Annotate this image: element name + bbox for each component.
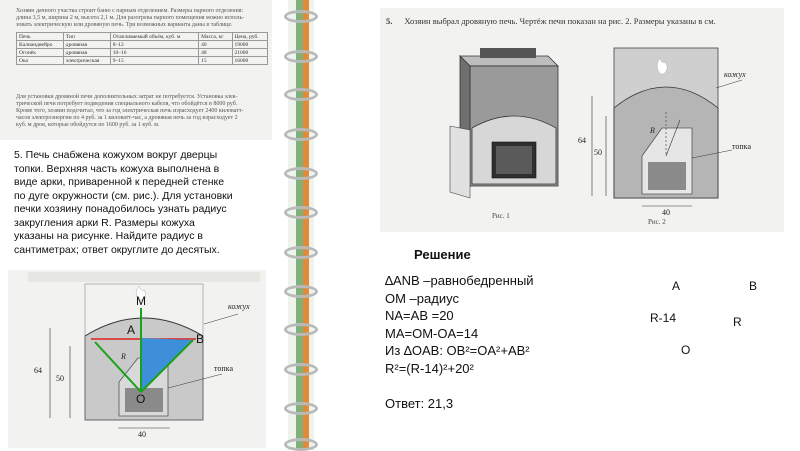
table-cell: 48 xyxy=(199,49,232,57)
fig1-stove xyxy=(450,48,558,198)
left-scan-top xyxy=(0,0,272,140)
dim-40: 40 xyxy=(138,430,146,439)
sketch-label-a: A xyxy=(672,279,681,293)
table-header: Печь xyxy=(17,33,64,41)
problem-number: 5. xyxy=(386,16,393,26)
problem-line: 5. Печь снабжена кожухом вокруг дверцы xyxy=(14,149,218,161)
table-cell: 16000 xyxy=(232,57,267,65)
intro-line: Хозяин дачного участка строит баню с парным отделением. Размеры парного отделения: xyxy=(16,8,244,14)
solution-block xyxy=(385,272,625,412)
stove-figures xyxy=(380,8,784,232)
problem-line: виде арки, приваренной к передней стенке xyxy=(14,176,225,188)
table-cell: 10–16 xyxy=(110,49,198,57)
point-b: B xyxy=(196,332,205,346)
table-cell: 15 xyxy=(199,57,232,65)
problem-line: сантиметрах; ответ округлите до десятых. xyxy=(14,243,220,256)
label-kozhuh: кожух xyxy=(228,302,250,311)
binder-ring xyxy=(284,402,318,415)
table-header: Тип xyxy=(63,33,110,41)
problem-text xyxy=(14,149,276,257)
problem-line: печки хозяину понадобилось узнать радиус xyxy=(14,203,227,215)
dim-50: 50 xyxy=(56,374,64,383)
table-cell: 9–15 xyxy=(110,57,198,65)
table-cell: дровяная xyxy=(63,49,110,57)
solution-line: NA=AB =20 xyxy=(385,308,454,323)
sketch-label-b: B xyxy=(749,279,758,293)
solution-line: Ответ: 21,3 xyxy=(385,395,454,411)
point-m: M xyxy=(136,294,146,308)
solution-line: R²=(R-14)²+20² xyxy=(385,360,474,376)
problem-header-text: Хозяин выбрал дровяную печь. Чертёж печи показан на рис. 2. Размеры указаны в см. xyxy=(404,16,716,26)
right-label-kozhuh: кожух xyxy=(724,70,746,79)
right-dim-50: 50 xyxy=(594,148,602,157)
table-cell: Ока xyxy=(17,57,64,65)
outro-line: часов электроэнергии по 4 руб. за 1 киловатт-час, а дровяная печь за год израсходует 2 xyxy=(16,115,238,121)
binder-ring xyxy=(284,10,318,23)
solution-line: OM –радиус xyxy=(385,290,459,306)
right-label-topka: топка xyxy=(732,142,751,151)
outro-line: трической печи потребует подведения специального кабеля, что обойдётся в 8000 руб. xyxy=(16,101,238,107)
binder-ring xyxy=(284,285,318,298)
table-header: Отапливаемый объём, куб. м xyxy=(110,33,198,41)
intro-line: длина 3,5 м, ширина 2 м, высота 2,1 м. Для разогрева парного помещения можно исполь- xyxy=(16,15,245,21)
table-cell: электрическая xyxy=(63,57,110,65)
outro-line: Для установки дровяной печи дополнительных затрат не потребуется. Установка элек- xyxy=(16,94,238,100)
right-scan xyxy=(380,8,784,232)
table-cell: Огонёк xyxy=(17,49,64,57)
solution-line: ∆ANB –равнобедренный xyxy=(385,273,534,288)
table-header-row xyxy=(17,33,268,41)
sketch-label-o: O xyxy=(681,343,691,357)
outro-line: куб. м дров, которые обойдутся по 1600 руб. за 1 куб. м. xyxy=(16,122,160,128)
point-a: A xyxy=(127,323,136,337)
outro-line: Кроме того, хозяин подсчитал, что за год электрическая печь израсходует 2400 киловатт- xyxy=(16,108,244,114)
problem-line: закругления арки R. Размеры кожуха xyxy=(14,216,195,229)
table-cell: 21000 xyxy=(232,49,267,57)
problem-line: топки. Верхняя часть кожуха выполнена в xyxy=(14,162,220,175)
table-cell: 8–12 xyxy=(110,41,198,49)
dim-64: 64 xyxy=(34,366,42,375)
binder-ring xyxy=(284,50,318,63)
solution-line xyxy=(385,377,625,395)
binder-ring xyxy=(284,246,318,259)
binder-ring xyxy=(284,363,318,376)
stove-table xyxy=(16,32,268,65)
intro-line: зовать электрическую или дровяную печь. Три возможных варианта даны в таблице. xyxy=(16,22,233,28)
leader-kozhuh xyxy=(204,314,238,324)
binder-ring xyxy=(284,88,318,101)
table-header: Цена, руб. xyxy=(232,33,267,41)
table-header: Масса, кг xyxy=(199,33,232,41)
outro-text xyxy=(16,94,268,129)
caption-fig1: Рис. 1 xyxy=(492,212,510,220)
fig2-front xyxy=(592,48,742,206)
left-figure-panel xyxy=(8,270,266,448)
table-row xyxy=(17,41,268,49)
problem-line: по дуге окружности (см. рис.). Для установки xyxy=(14,189,233,202)
table-cell: дровяная xyxy=(63,41,110,49)
binder-ring xyxy=(284,323,318,336)
table-row xyxy=(17,49,268,57)
solution-line: Из ∆OAB: OB²=OA²+AB² xyxy=(385,343,530,358)
right-dim-40: 40 xyxy=(662,208,670,217)
sketch-label-r: R xyxy=(733,315,742,329)
caption-fig2: Рис. 2 xyxy=(648,218,666,226)
table-row xyxy=(17,57,268,65)
label-topka: топка xyxy=(214,364,233,373)
binder-stripe-green xyxy=(296,0,303,450)
label-r: R xyxy=(121,352,126,361)
sketch-label-r14: R-14 xyxy=(650,311,677,325)
binder-ring xyxy=(284,438,318,451)
table-cell: 19000 xyxy=(232,41,267,49)
right-label-r: R xyxy=(650,126,655,135)
point-o: O xyxy=(136,392,146,406)
binder-ring xyxy=(284,128,318,141)
table-cell: 40 xyxy=(199,41,232,49)
table-cell: Калиандвейро xyxy=(17,41,64,49)
solution-heading: Решение xyxy=(414,247,471,262)
problem-line: указаны на рисунке. Найдите радиус в xyxy=(14,230,203,242)
binder-ring xyxy=(284,167,318,180)
intro-text xyxy=(16,8,266,29)
binder-ring xyxy=(284,206,318,219)
right-dim-64: 64 xyxy=(578,136,586,145)
binder-stripe-orange xyxy=(303,0,309,450)
solution-line: MA=OM-OA=14 xyxy=(385,325,479,341)
